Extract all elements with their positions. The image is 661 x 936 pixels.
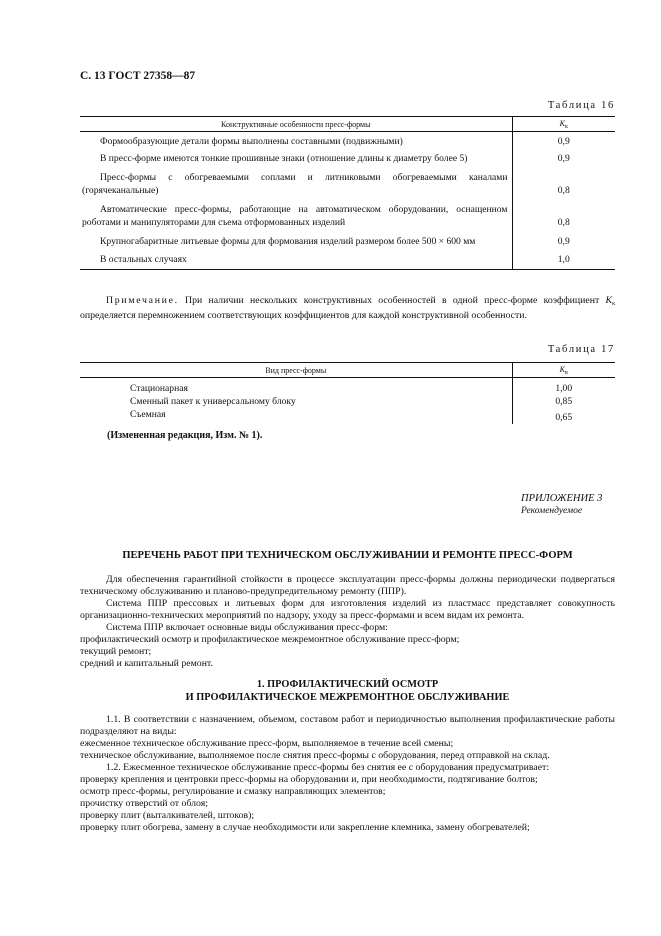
paragraph: 1.2. Ежесменное техническое обслуживание пресс-формы без снятия ее с оборудования предусматривает: [106, 762, 550, 773]
section-1-title: 1. ПРОФИЛАКТИЧЕСКИЙ ОСМОТР И ПРОФИЛАКТИЧЕСКОЕ МЕЖРЕМОНТНОЕ ОБСЛУЖИВАНИЕ [185, 679, 510, 703]
table-cell-text: В остальных случаях [80, 250, 512, 270]
table-17 [80, 362, 615, 424]
table-row [80, 395, 615, 408]
table-cell-value: 0,85 [555, 396, 573, 407]
table-cell-text: В пресс-форме имеются тонкие прошивные знаки (отношение длины к диаметру более 5) [80, 150, 512, 167]
table-cell-value: 0,65 [555, 412, 573, 423]
table-row [80, 150, 615, 167]
paragraph: 1.1. В соответствии с назначением, объемом, составом работ и периодичностью выполнения профилактические работы подразделяют на виды: [80, 714, 615, 737]
table-row [80, 408, 615, 424]
table-row [80, 199, 615, 231]
paragraph: прочистку отверстий от облоя; [80, 798, 208, 809]
appendix-label [521, 492, 602, 518]
paragraph: Для обеспечения гарантийной стойкости в процессе эксплуатации пресс-формы должны периодически подвергаться техническому обслуживанию и планово-предупредительному ремонту (ППР). [80, 574, 615, 597]
section-1-text [80, 714, 615, 834]
table-row [80, 231, 615, 250]
appendix-subtitle: Рекомендуемое [521, 506, 583, 516]
intro-text [80, 574, 615, 670]
paragraph: проверку крепления и центровки пресс-формы на оборудовании и, при необходимости, подтягивание болтов; [80, 774, 538, 785]
appendix-title: ПРИЛОЖЕНИЕ 3 [521, 493, 603, 504]
table-16-header-feature: Конструктивные особенности пресс-формы [80, 117, 512, 132]
page-header: С. 13 ГОСТ 27358—87 [80, 70, 196, 82]
table-cell-value: 0,8 [557, 217, 570, 228]
table-row [80, 378, 615, 396]
table-row [80, 132, 615, 151]
table-cell-value: 0,9 [557, 153, 570, 164]
table-cell-value: 0,9 [557, 136, 570, 147]
table-cell-text: Сменный пакет к универсальному блоку [80, 395, 512, 408]
table-16-note: Примечание. При наличии нескольких конструктивных особенностей в одной пресс-форме коэффициент $K_к$ определяется перемножением соответствующих коэффициентов для каждой конструктивной особенности. [80, 295, 615, 321]
paragraph: Система ППР включает основные виды обслуживания пресс-форм: [106, 622, 388, 633]
paragraph: техническое обслуживание, выполняемое после снятия пресс-формы с оборудования, перед отправкой на склад. [80, 750, 550, 761]
amendment-note: (Измененная редакция, Изм. № 1). [107, 430, 263, 441]
table-cell-text: Формообразующие детали формы выполнены составными (подвижными) [80, 132, 512, 151]
table-17-header-type: Вид пресс-формы [80, 363, 512, 378]
paragraph: текущий ремонт; [80, 646, 152, 657]
paragraph: осмотр пресс-формы, регулирование и смазку направляющих элементов; [80, 786, 386, 797]
paragraph: профилактический осмотр и профилактическое межремонтное обслуживание пресс-форм; [80, 634, 460, 645]
table-cell-value: 1,00 [555, 383, 573, 394]
paragraph: проверку плит обогрева, замену в случае необходимости или закрепление клемника, замену обогревателей; [80, 822, 530, 833]
table-17-caption: Таблица 17 [547, 344, 615, 355]
table-cell-text: Крупногабаритные литьевые формы для формования изделий размером более 500 × 600 мм [80, 231, 512, 250]
table-16-caption: Таблица 16 [547, 100, 615, 111]
main-title: ПЕРЕЧЕНЬ РАБОТ ПРИ ТЕХНИЧЕСКОМ ОБСЛУЖИВАНИИ И РЕМОНТЕ ПРЕСС-ФОРМ [122, 550, 573, 561]
paragraph: Система ППР прессовых и литьевых форм для изготовления изделий из пластмасс представляет совокупность организационно-технических мероприятий по надзору, уходу за пресс-формами и всем видам их ремонта. [80, 598, 615, 621]
paragraph: ежесменное техническое обслуживание пресс-форм, выполняемое в течение всей смены; [80, 738, 454, 749]
table-row [80, 250, 615, 270]
table-17-header-k: $K_в$ [512, 363, 615, 378]
table-cell-text: Пресс-формы с обогреваемыми соплами и литниковыми обогреваемыми каналами (горячеканальные) [80, 167, 512, 199]
table-16 [80, 116, 615, 270]
paragraph: средний и капитальный ремонт. [80, 658, 213, 669]
note-label: Примечание. [106, 295, 179, 306]
table-cell-text: Съемная [80, 408, 512, 424]
table-cell-text: Автоматические пресс-формы, работающие на автоматическом оборудовании, оснащенном роботами и манипуляторами для съема отформованных изделий [80, 199, 512, 231]
table-cell-value: 0,9 [557, 236, 570, 247]
paragraph: проверку плит (выталкивателей, штоков); [80, 810, 255, 821]
table-cell-value: 0,8 [557, 185, 570, 196]
table-cell-text: Стационарная [80, 378, 512, 396]
table-row [80, 167, 615, 199]
table-16-header-k: $K_к$ [512, 117, 615, 132]
table-cell-value: 1,0 [512, 250, 615, 270]
